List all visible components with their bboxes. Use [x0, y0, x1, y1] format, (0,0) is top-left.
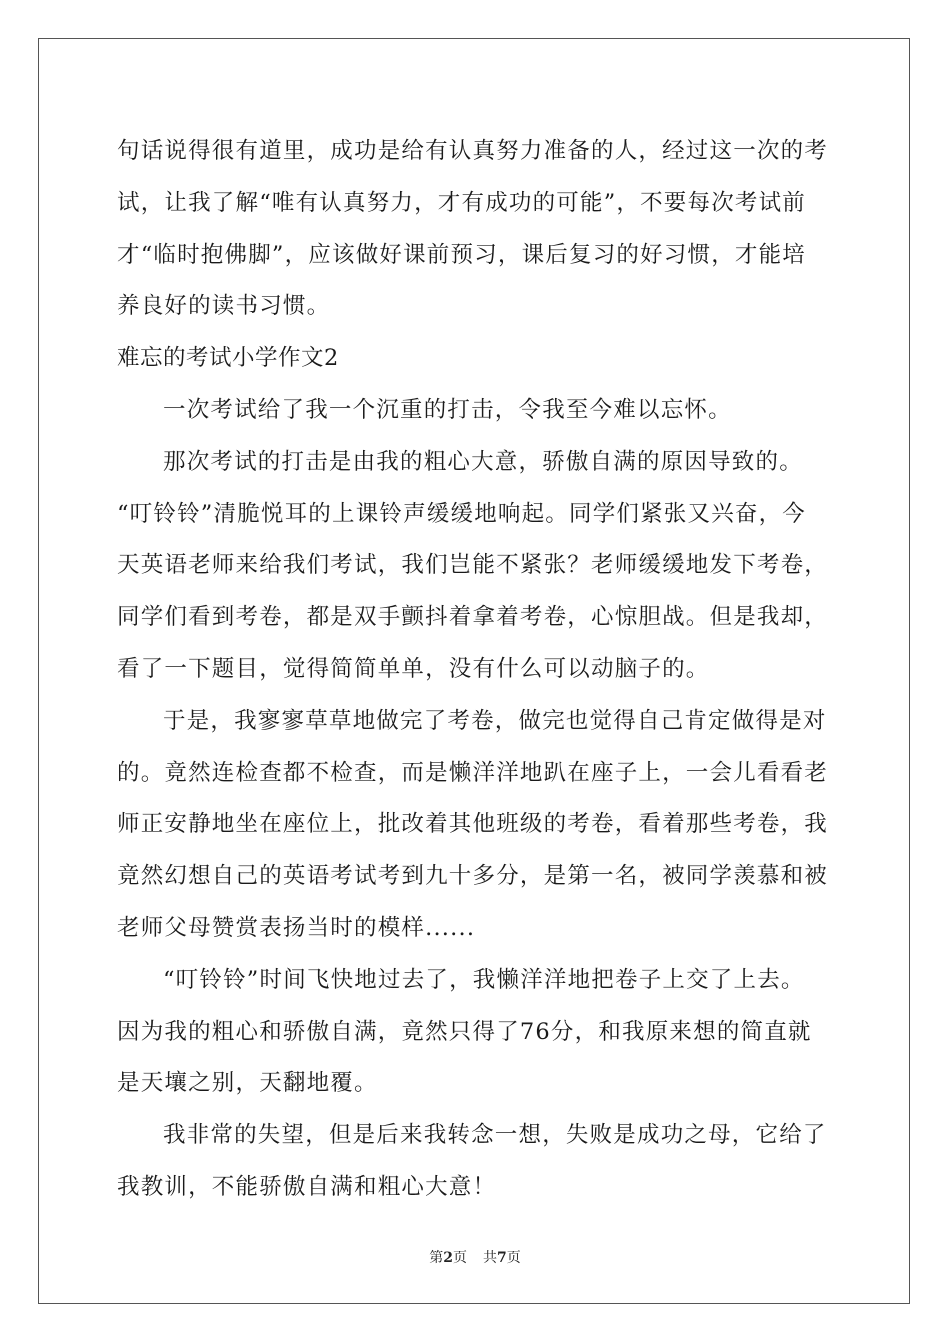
text-line: 养良好的读书习惯。 [117, 293, 331, 320]
paragraph-3-line: 于是，我寥寥草草地做完了考卷，做完也觉得自己肯定做得是对 [163, 707, 827, 734]
paragraph-2-line: 天英语老师来给我们考试，我们岂能不紧张？老师缓缓地发下考卷， [117, 552, 829, 579]
paragraph-3-line: 的。竟然连检查都不检查，而是懒洋洋地趴在座子上，一会儿看看老 [117, 759, 829, 786]
paragraph-2-line: 那次考试的打击是由我的粗心大意，骄傲自满的原因导致的。 [163, 448, 803, 475]
page-footer [0, 1247, 950, 1267]
paragraph-2-line: 同学们看到考卷，都是双手颤抖着拿着考卷，心惊胆战。但是我却， [117, 604, 829, 631]
paragraph-5-line: 我非常的失望，但是后来我转念一想，失败是成功之母，它给了 [163, 1122, 827, 1149]
section-heading: 难忘的考试小学作文2 [117, 345, 339, 372]
paragraph-4-line: “叮铃铃”时间飞快地过去了，我懒洋洋地把卷子上交了上去。 [163, 966, 805, 993]
paragraph-3-line: 老师父母赞赏表扬当时的模样...... [117, 914, 476, 941]
page-total: 共7页 [483, 1250, 521, 1266]
document-body [117, 126, 832, 1214]
paragraph-2-line: “叮铃铃”清脆悦耳的上课铃声缓缓地响起。同学们紧张又兴奋，今 [117, 500, 807, 527]
paragraph-1-line: 一次考试给了我一个沉重的打击，令我至今难以忘怀。 [163, 396, 732, 423]
paragraph-3-line: 竟然幻想自己的英语考试考到九十多分，是第一名，被同学羡慕和被 [117, 863, 829, 890]
text-line: 句话说得很有道里，成功是给有认真努力准备的人，经过这一次的考 [117, 138, 829, 164]
paragraph-2-line: 看了一下题目，觉得简简单单，没有什么可以动脑子的。 [117, 655, 710, 682]
paragraph-5-line: 我教训，不能骄傲自满和粗心大意！ [117, 1173, 497, 1200]
page-number: 第2页 [429, 1250, 467, 1266]
paragraph-4-line: 因为我的粗心和骄傲自满，竟然只得了76分，和我原来想的简直就 [117, 1018, 812, 1045]
paragraph-4-line: 是天壤之别，天翻地覆。 [117, 1070, 378, 1097]
paragraph-3-line: 师正安静地坐在座位上，批改着其他班级的考卷，看着那些考卷，我 [117, 811, 829, 838]
text-line: 才“临时抱佛脚”，应该做好课前预习，课后复习的好习惯，才能培 [117, 241, 807, 268]
text-line: 试，让我了解“唯有认真努力，才有成功的可能”，不要每次考试前 [117, 189, 807, 216]
